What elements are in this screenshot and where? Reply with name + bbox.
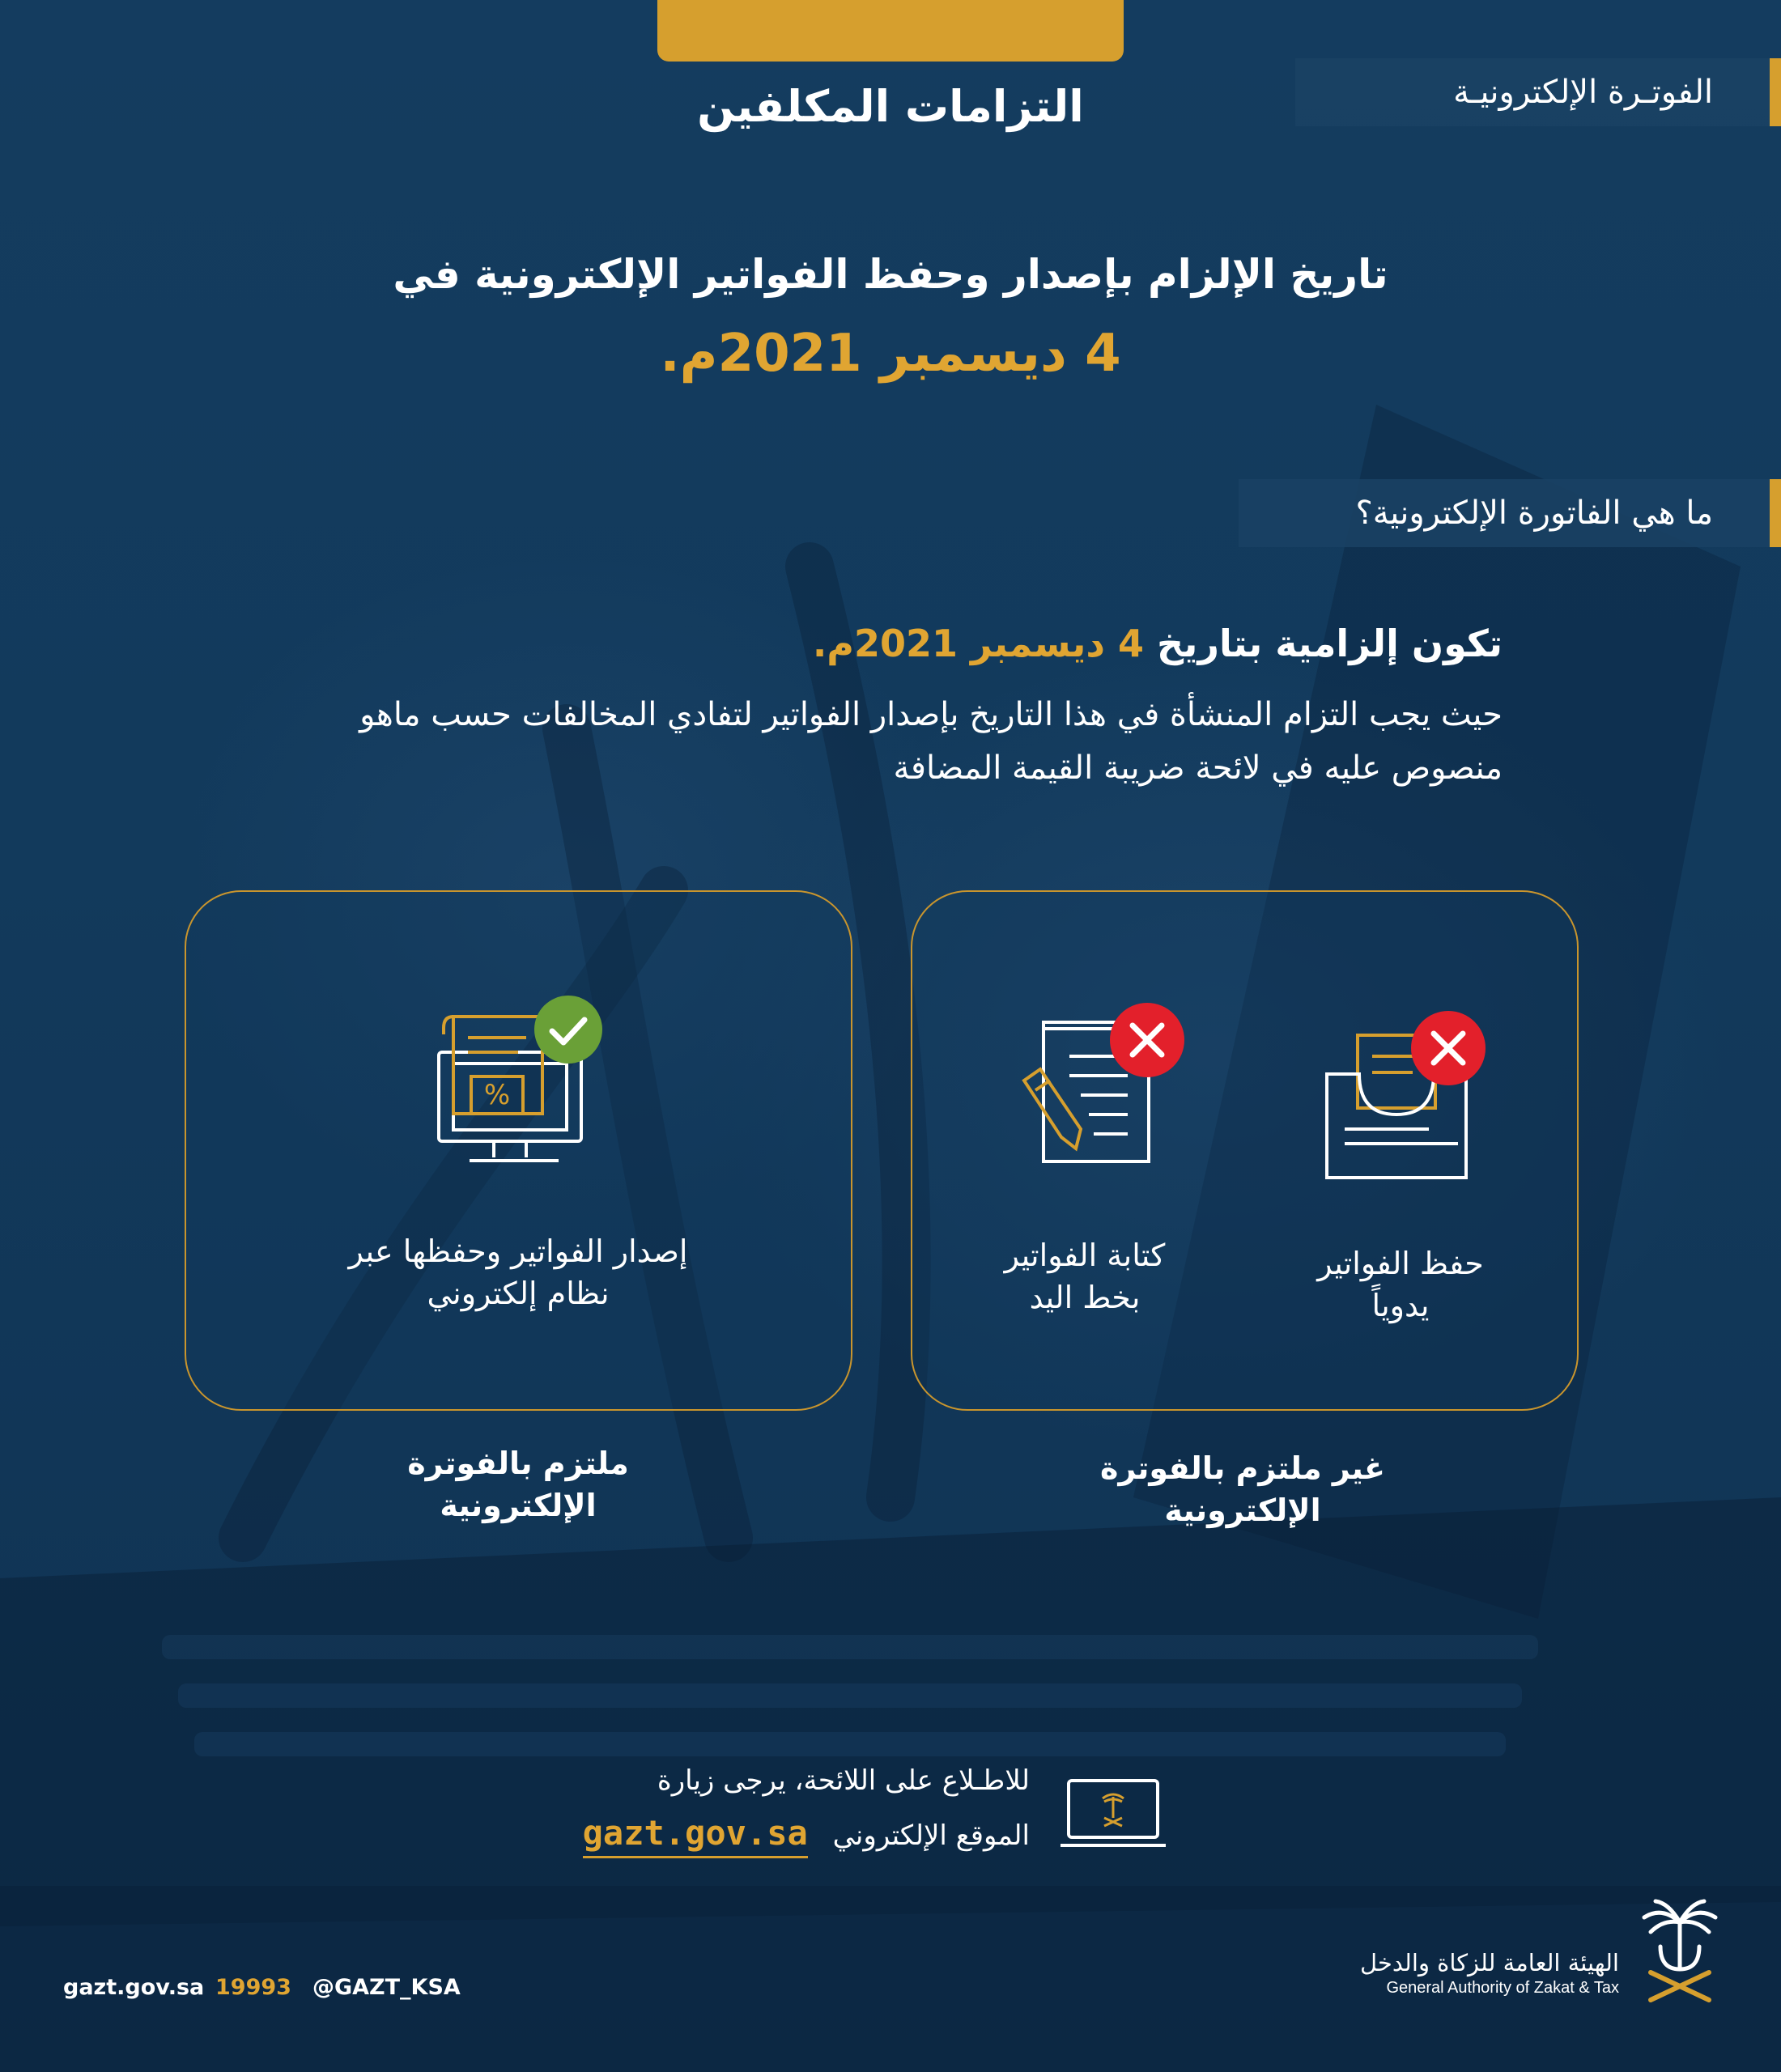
footer-phone[interactable]: 19993: [215, 1975, 291, 2000]
manual-filing-caption-line2: يدوياً: [1371, 1288, 1430, 1323]
lead-text: [288, 622, 1503, 665]
manual-filing-icon: [1316, 1008, 1494, 1186]
non-compliant-group-caption: [1000, 1447, 1486, 1531]
section-label-einvoicing: الفوتـرة الإلكترونيـة: [1295, 58, 1781, 126]
lead-prefix: تكون إلزامية بتاريخ: [1157, 622, 1503, 665]
footer-site[interactable]: gazt.gov.sa: [63, 1975, 205, 2000]
lead-date: 4 ديسمبر 2021م.: [812, 622, 1145, 665]
headline-date: 4 ديسمبر 2021م.: [660, 324, 1121, 384]
body-paragraph: حيث يجب التزام المنشأة في هذا التاريخ بإصدار الفواتير لتفادي المخالفات حسب ماهو منصوص عليه في لائحة ضريبة القيمة المضافة: [359, 696, 1503, 787]
compliant-group-line2: الإلكترونية: [440, 1488, 597, 1523]
compliant-caption-line2: نظام إلكتروني: [427, 1276, 610, 1311]
svg-text:%: %: [483, 1079, 511, 1111]
compliant-group-line1: ملتزم بالفوترة: [407, 1446, 629, 1481]
page-title: التزامات المكلفين: [697, 81, 1084, 132]
manual-filing-caption-line1: حفظ الفواتير: [1317, 1246, 1484, 1281]
handwritten-caption: [963, 1234, 1206, 1318]
org-name-english: General Authority of Zakat & Tax: [1386, 1979, 1619, 1997]
manual-filing-caption: [1279, 1242, 1522, 1327]
compliant-group-caption: [275, 1442, 761, 1526]
headline-text: تاريخ الإلزام بإصدار وحفظ الفواتير الإلكترونية في: [393, 251, 1388, 298]
section-label-what-is: ما هي الفاتورة الإلكترونية؟: [1239, 479, 1781, 547]
handwritten-caption-line1: كتابة الفواتير: [1004, 1238, 1166, 1273]
gazt-logo: [1639, 1898, 1720, 2003]
computer-invoice-icon: [429, 996, 607, 1182]
non-compliant-group-line2: الإلكترونية: [1164, 1492, 1321, 1528]
compliant-caption-line1: إصدار الفواتير وحفظها عبر: [348, 1233, 688, 1269]
compliant-caption: [267, 1230, 769, 1314]
footer-handle[interactable]: @GAZT_KSA: [312, 1975, 461, 2000]
org-name-arabic: الهيئة العامة للزكاة والدخل: [1359, 1949, 1619, 1976]
monitor-icon: [1061, 1777, 1166, 1850]
visit-website-label: الموقع الإلكتروني: [832, 1819, 1030, 1852]
website-link[interactable]: gazt.gov.sa: [583, 1813, 808, 1858]
visit-instruction: للاطـلاع على اللائحة، يرجى زيارة: [657, 1764, 1030, 1797]
non-compliant-group-line1: غير ملتزم بالفوترة: [1100, 1450, 1385, 1486]
handwritten-caption-line2: بخط اليد: [1029, 1280, 1141, 1315]
top-accent-tab: [657, 0, 1124, 62]
visit-website-line: [567, 1813, 1030, 1853]
handwritten-invoice-icon: [1016, 1000, 1194, 1178]
